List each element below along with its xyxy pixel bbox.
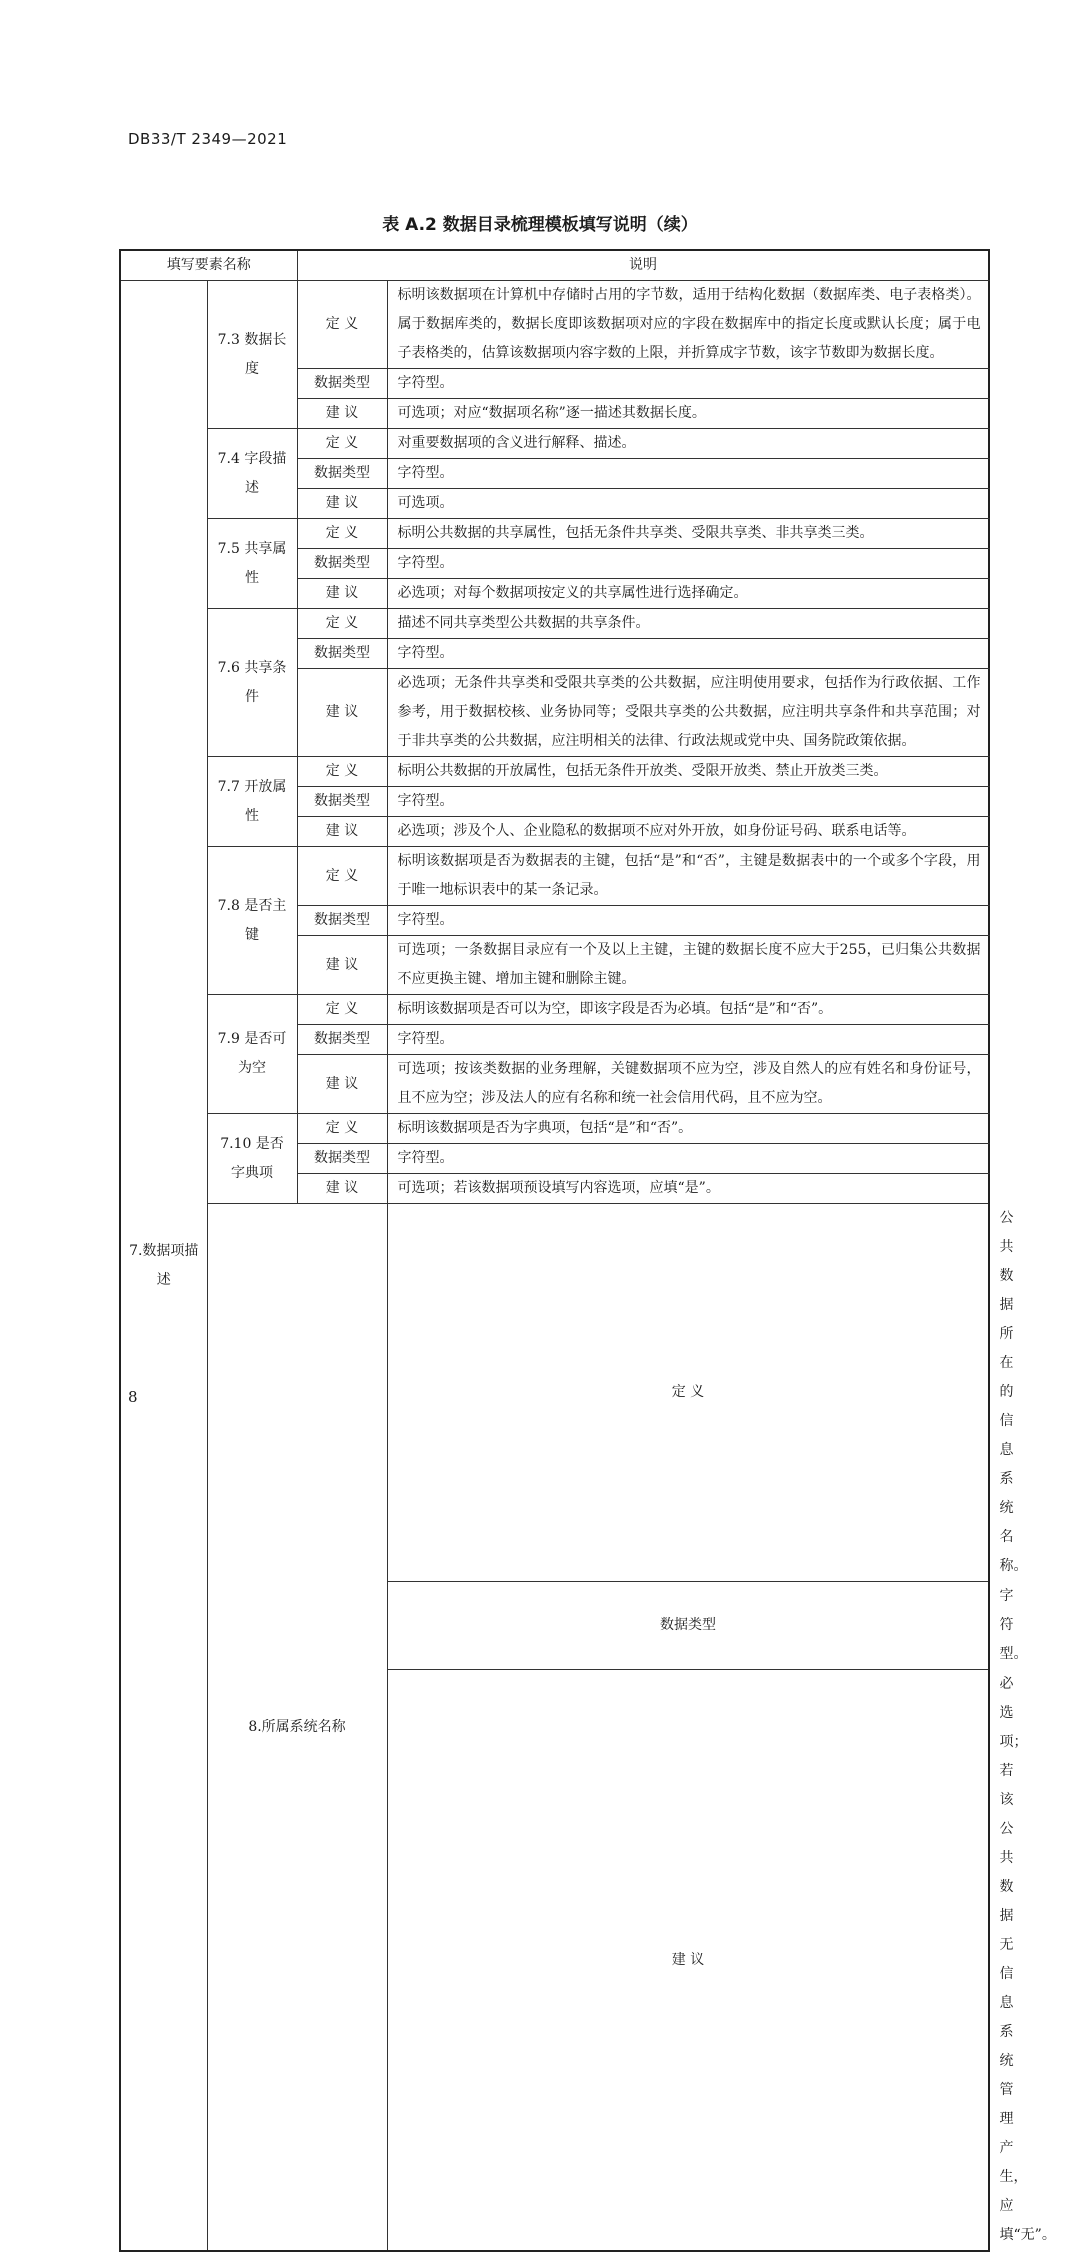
table-row xyxy=(120,609,989,639)
row-text: 字符型。 xyxy=(387,459,989,489)
table-row xyxy=(120,429,989,459)
row-text: 标明该数据项是否为字典项，包括“是”和“否”。 xyxy=(387,1114,989,1144)
row-label: 数据类型 xyxy=(387,1582,989,1670)
row-text: 描述不同共享类型公共数据的共享条件。 xyxy=(387,609,989,639)
row-text: 字符型。 xyxy=(387,369,989,399)
row-label: 数据类型 xyxy=(297,639,387,669)
document-code: DB33/T 2349—2021 xyxy=(128,130,288,148)
row-label: 建 议 xyxy=(297,399,387,429)
row-text: 可选项。 xyxy=(387,489,989,519)
row-label: 建 议 xyxy=(297,1055,387,1114)
row-text: 必选项；涉及个人、企业隐私的数据项不应对外开放，如身份证号码、联系电话等。 xyxy=(387,817,989,847)
row-label: 定 义 xyxy=(297,1114,387,1144)
row-text: 必选项；对每个数据项按定义的共享属性进行选择确定。 xyxy=(387,579,989,609)
row-label: 数据类型 xyxy=(297,459,387,489)
item-name: 7.6 共享条件 xyxy=(207,609,297,757)
row-label: 定 义 xyxy=(297,281,387,369)
table-title: 表 A.2 数据目录梳理模板填写说明（续） xyxy=(382,215,698,235)
row-label: 建 议 xyxy=(387,1670,989,2252)
row-text: 可选项；按该类数据的业务理解，关键数据项不应为空，涉及自然人的应有姓名和身份证号，且不应为空；涉及法人的应有名称和统一社会信用代码，且不应为空。 xyxy=(387,1055,989,1114)
row-label: 定 义 xyxy=(297,519,387,549)
table-row xyxy=(120,519,989,549)
table-row: 建 议 必选项；若该公共数据无信息系统管理产生，应填“无”。 xyxy=(120,1670,989,2252)
row-label: 建 议 xyxy=(297,936,387,995)
table-row xyxy=(120,995,989,1025)
row-text: 字符型。 xyxy=(387,787,989,817)
section-label: 8.所属系统名称 xyxy=(207,1204,387,2252)
row-label: 定 义 xyxy=(297,609,387,639)
row-label: 数据类型 xyxy=(297,369,387,399)
item-name: 7.9 是否可为空 xyxy=(207,995,297,1114)
table-row xyxy=(120,1114,989,1144)
row-text: 标明该数据项在计算机中存储时占用的字节数，适用于结构化数据（数据库类、电子表格类）。属于数据库类的，数据长度即该数据项对应的字段在数据库中的指定长度或默认长度；属于电子表格类的，估算该数据项内容字数的上限，并折算成字节数，该字节数即为数据长度。 xyxy=(387,281,989,369)
row-text: 标明公共数据的开放属性，包括无条件开放类、受限开放类、禁止开放类三类。 xyxy=(387,757,989,787)
row-label: 定 义 xyxy=(297,429,387,459)
row-text: 字符型。 xyxy=(387,1144,989,1174)
row-text: 对重要数据项的含义进行解释、描述。 xyxy=(387,429,989,459)
table-row xyxy=(120,847,989,906)
row-text: 字符型。 xyxy=(387,639,989,669)
row-label: 数据类型 xyxy=(297,549,387,579)
page-number: 8 xyxy=(128,1388,138,1406)
row-label: 数据类型 xyxy=(297,906,387,936)
header-description: 说明 xyxy=(297,250,989,281)
row-label: 定 义 xyxy=(387,1204,989,1582)
row-text: 字符型。 xyxy=(387,906,989,936)
row-label: 定 义 xyxy=(297,847,387,906)
row-label: 定 义 xyxy=(297,995,387,1025)
table-row: 数据类型 字符型。 xyxy=(120,1582,989,1670)
table-row: 8.所属系统名称 定 义 公共数据所在的信息系统名称。 xyxy=(120,1204,989,1582)
item-name: 7.8 是否主键 xyxy=(207,847,297,995)
row-text: 可选项；若该数据项预设填写内容选项，应填“是”。 xyxy=(387,1174,989,1204)
row-text: 可选项；一条数据目录应有一个及以上主键，主键的数据长度不应大于255，已归集公共数据不应更换主键、增加主键和删除主键。 xyxy=(387,936,989,995)
header-element-name: 填写要素名称 xyxy=(120,250,297,281)
item-name: 7.3 数据长度 xyxy=(207,281,297,429)
row-text: 可选项；对应“数据项名称”逐一描述其数据长度。 xyxy=(387,399,989,429)
row-label: 数据类型 xyxy=(297,1025,387,1055)
row-label: 建 议 xyxy=(297,669,387,757)
section-label: 7.数据项描述 xyxy=(120,281,207,2252)
row-label: 定 义 xyxy=(297,757,387,787)
spec-table xyxy=(119,249,1056,2252)
row-label: 数据类型 xyxy=(297,787,387,817)
row-text: 字符型。 xyxy=(387,1025,989,1055)
item-name: 7.7 开放属性 xyxy=(207,757,297,847)
item-name: 7.5 共享属性 xyxy=(207,519,297,609)
table-header-row xyxy=(120,250,989,281)
row-label: 建 议 xyxy=(297,579,387,609)
row-text: 标明公共数据的共享属性，包括无条件共享类、受限共享类、非共享类三类。 xyxy=(387,519,989,549)
row-text: 必选项；无条件共享类和受限共享类的公共数据，应注明使用要求，包括作为行政依据、工作参考，用于数据校核、业务协同等；受限共享类的公共数据，应注明共享条件和共享范围；对于非共享类的公共数据，应注明相关的法律、行政法规或党中央、国务院政策依据。 xyxy=(387,669,989,757)
row-label: 数据类型 xyxy=(297,1144,387,1174)
item-name: 7.4 字段描述 xyxy=(207,429,297,519)
row-label: 建 议 xyxy=(297,489,387,519)
row-text: 标明该数据项是否为数据表的主键，包括“是”和“否”，主键是数据表中的一个或多个字段，用于唯一地标识表中的某一条记录。 xyxy=(387,847,989,906)
item-name: 7.10 是否字典项 xyxy=(207,1114,297,1204)
row-label: 建 议 xyxy=(297,1174,387,1204)
table-row xyxy=(120,757,989,787)
table-row xyxy=(120,281,989,369)
row-text: 标明该数据项是否可以为空，即该字段是否为必填。包括“是”和“否”。 xyxy=(387,995,989,1025)
row-text: 字符型。 xyxy=(387,549,989,579)
row-label: 建 议 xyxy=(297,817,387,847)
